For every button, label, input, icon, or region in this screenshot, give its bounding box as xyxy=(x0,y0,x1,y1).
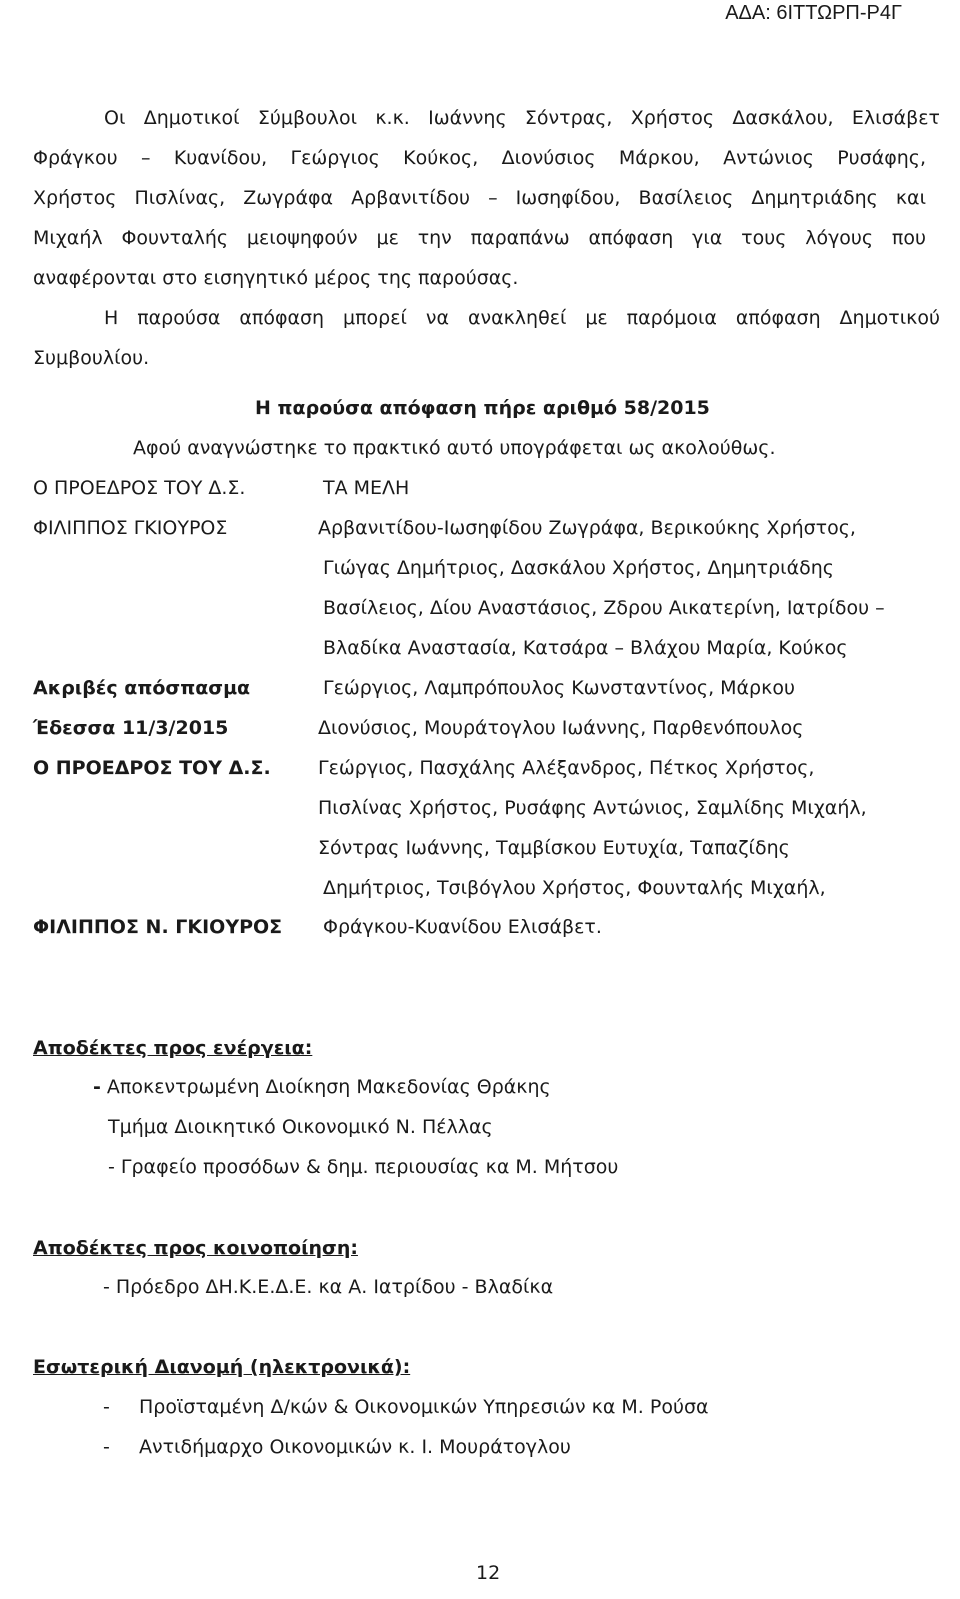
extract-label: Ακριβές απόσπασμα xyxy=(33,677,251,699)
recipients-action-dash: - xyxy=(93,1076,101,1098)
internal-distribution-dash: - xyxy=(103,1396,110,1418)
members-line: Διονύσιος, Μουράτογλου Ιωάννης, Παρθενόπουλος xyxy=(318,717,804,739)
members-line: Φράγκου-Κυανίδου Ελισάβετ. xyxy=(323,916,602,938)
place-date: Έδεσσα 11/3/2015 xyxy=(33,717,229,739)
president-name: ΦΙΛΙΠΠΟΣ ΓΚΙΟΥΡΟΣ xyxy=(33,517,228,539)
recipients-notify-heading: Αποδέκτες προς κοινοποίηση: xyxy=(33,1237,358,1259)
members-line: Γεώργιος, Πασχάλης Αλέξανδρος, Πέτκος Χρήστος, xyxy=(318,757,815,779)
president-name-2: ΦΙΛΙΠΠΟΣ Ν. ΓΚΙΟΥΡΟΣ xyxy=(33,916,283,938)
members-line: Γεώργιος, Λαμπρόπουλος Κωνσταντίνος, Μάρκου xyxy=(323,677,795,699)
page-number: 12 xyxy=(476,1562,501,1584)
recipients-action-line-1: Αποκεντρωμένη Διοίκηση Μακεδονίας Θράκης xyxy=(100,1076,551,1098)
internal-distribution-item: Αντιδήμαρχο Οικονομικών κ. Ι. Μουράτογλου xyxy=(139,1436,571,1458)
recipients-action-heading: Αποδέκτες προς ενέργεια: xyxy=(33,1037,313,1059)
body-line-4: Μιχαήλ Φουνταλής μειοψηφούν με την παραπάνω απόφαση για τους λόγους που xyxy=(33,227,926,249)
recipients-notify-line-1: - Πρόεδρο ΔΗ.Κ.Ε.Δ.Ε. κα Α. Ιατρίδου - Βλαδίκα xyxy=(103,1276,554,1298)
members-line: Δημήτριος, Τσιβόγλου Χρήστος, Φουνταλής Μιχαήλ, xyxy=(323,877,826,899)
body-line-7: Συμβουλίου. xyxy=(33,347,150,369)
members-line: Βασίλειος, Δίου Αναστάσιος, Ζδρου Αικατερίνη, Ιατρίδου – xyxy=(323,597,885,619)
president-heading: Ο ΠΡΟΕΔΡΟΣ ΤΟΥ Δ.Σ. xyxy=(33,477,246,499)
recipients-action-line-2: Τμήμα Διοικητικό Οικονομικό Ν. Πέλλας xyxy=(108,1116,493,1138)
signing-note: Αφού αναγνώστηκε το πρακτικό αυτό υπογράφεται ως ακολούθως. xyxy=(133,437,776,459)
recipients-action-line-3: - Γραφείο προσόδων & δημ. περιουσίας κα Μ. Μήτσου xyxy=(108,1156,619,1178)
body-line-5: αναφέρονται στο εισηγητικό μέρος της παρούσας. xyxy=(33,267,519,289)
body-line-6: Η παρούσα απόφαση μπορεί να ανακληθεί με παρόμοια απόφαση Δημοτικού xyxy=(104,307,940,329)
members-line: Βλαδίκα Αναστασία, Κατσάρα – Βλάχου Μαρία, Κούκος xyxy=(323,637,848,659)
internal-distribution-heading: Εσωτερική Διανομή (ηλεκτρονικά): xyxy=(33,1356,411,1378)
president-heading-2: Ο ΠΡΟΕΔΡΟΣ ΤΟΥ Δ.Σ. xyxy=(33,757,271,779)
members-heading: ΤΑ ΜΕΛΗ xyxy=(323,477,410,499)
ada-code: ΑΔΑ: 6ΙΤΤΩΡΠ-Ρ4Γ xyxy=(725,2,902,24)
decision-number: Η παρούσα απόφαση πήρε αριθμό 58/2015 xyxy=(255,397,710,419)
body-line-3: Χρήστος Πισλίνας, Ζωγράφα Αρβανιτίδου – Ιωσηφίδου, Βασίλειος Δημητριάδης και xyxy=(33,187,926,209)
members-line: Σόντρας Ιωάννης, Ταμβίσκου Ευτυχία, Ταπαζίδης xyxy=(318,837,790,859)
members-line: Πισλίνας Χρήστος, Ρυσάφης Αντώνιος, Σαμλίδης Μιχαήλ, xyxy=(318,797,867,819)
members-line: Αρβανιτίδου-Ιωσηφίδου Ζωγράφα, Βερικούκης Χρήστος, xyxy=(318,517,856,539)
internal-distribution-item: Προϊσταμένη Δ/κών & Οικονομικών Υπηρεσιών κα Μ. Ρούσα xyxy=(139,1396,709,1418)
body-line-2: Φράγκου – Κυανίδου, Γεώργιος Κούκος, Διονύσιος Μάρκου, Αντώνιος Ρυσάφης, xyxy=(33,147,926,169)
body-line-1: Οι Δημοτικοί Σύμβουλοι κ.κ. Ιωάννης Σόντρας, Χρήστος Δασκάλου, Ελισάβετ xyxy=(104,107,940,129)
members-line: Γιώγας Δημήτριος, Δασκάλου Χρήστος, Δημητριάδης xyxy=(323,557,834,579)
internal-distribution-dash: - xyxy=(103,1436,110,1458)
